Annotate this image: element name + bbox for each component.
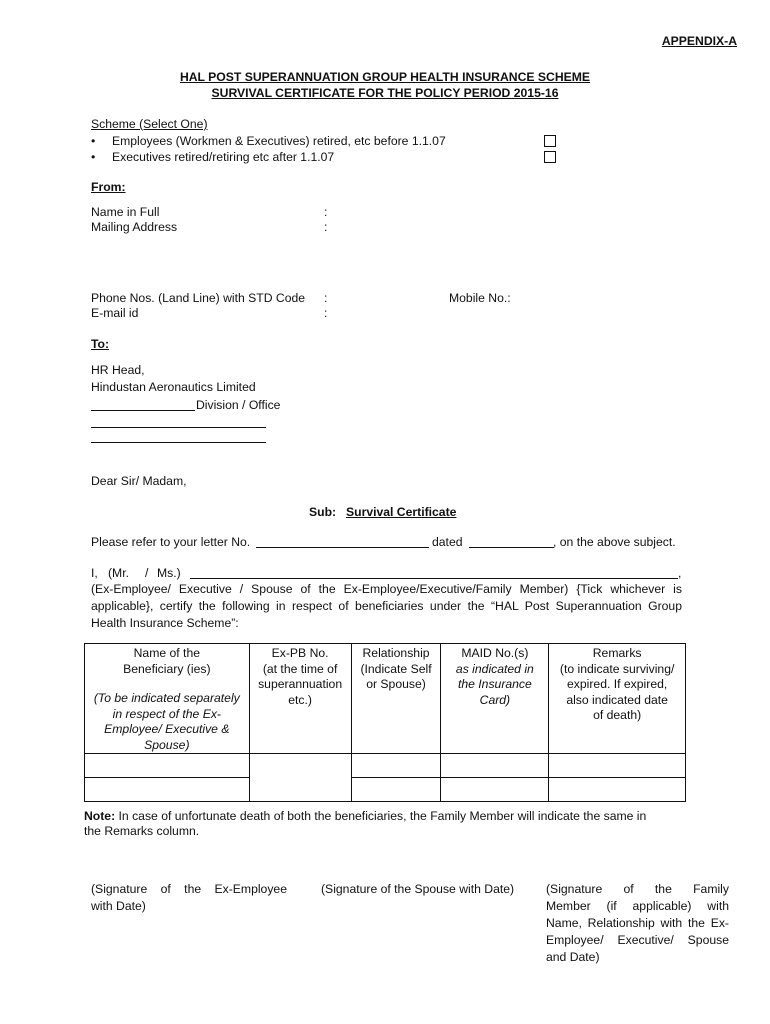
- body-line-4: Health Insurance Scheme”:: [91, 616, 239, 630]
- header-maid: [441, 644, 549, 754]
- body-line-2: (Ex-Employee/ Executive / Spouse of the Ex-Employee/Executive/Family Member) {Tick whichever is: [91, 582, 682, 596]
- appendix-label: APPENDIX-A: [661, 34, 737, 48]
- phone-colon: :: [324, 291, 328, 305]
- header-text: etc.): [288, 692, 312, 707]
- table-cell[interactable]: [549, 754, 686, 778]
- name-label: Name in Full: [91, 205, 160, 219]
- refer-suffix: , on the above subject.: [553, 535, 676, 549]
- header-text: Ex-PB No.: [271, 646, 329, 660]
- table-row: [85, 778, 686, 802]
- division-label: Division / Office: [196, 398, 281, 412]
- sig-family-line-3: Name, Relationship with the Ex-: [546, 916, 729, 930]
- table-cell[interactable]: [441, 754, 549, 778]
- date-blank[interactable]: [469, 547, 554, 548]
- header-note: Spouse): [144, 737, 190, 752]
- table-cell[interactable]: [249, 754, 351, 802]
- header-remarks: [549, 644, 686, 754]
- sig-family-line-4: Employee/ Executive/ Spouse: [546, 933, 729, 947]
- mobile-label: Mobile No.:: [449, 291, 511, 305]
- header-text: as indicated in: [455, 661, 534, 676]
- from-heading: From:: [91, 180, 126, 194]
- declarant-name-blank[interactable]: [190, 578, 678, 579]
- refer-dated: dated: [432, 535, 463, 549]
- address-colon: :: [324, 220, 328, 234]
- ms-label: Ms.): [157, 566, 181, 580]
- table-header-row: [85, 644, 686, 754]
- to-line-2: Hindustan Aeronautics Limited: [91, 380, 256, 394]
- header-note: (To be indicated separately: [93, 691, 240, 705]
- i-label: I,: [91, 566, 98, 580]
- body-line-3: applicable}, certify the following in respect of beneficiaries under the “HAL Post Superannuation Group: [91, 599, 682, 613]
- subject: Survival Certificate: [346, 505, 457, 519]
- scheme-option-2-checkbox[interactable]: [544, 151, 556, 163]
- address-label: Mailing Address: [91, 220, 178, 234]
- address-blank-1[interactable]: [91, 427, 266, 428]
- bullet-icon: •: [91, 150, 96, 164]
- table-cell[interactable]: [85, 778, 250, 802]
- header-relationship: [351, 644, 441, 754]
- header-text: Card): [479, 692, 511, 707]
- header-text: Remarks: [592, 646, 642, 660]
- scheme-option-1: Employees (Workmen & Executives) retired, etc before 1.1.07: [112, 134, 446, 148]
- sig-employee-line-1: (Signature of the Ex-Employee: [91, 882, 287, 896]
- table-row: [85, 754, 686, 778]
- header-text: the Insurance: [457, 677, 532, 691]
- header-text: or Spouse): [366, 677, 426, 691]
- header-expb: [249, 644, 351, 754]
- header-text: Beneficiary (ies): [123, 661, 211, 676]
- header-note: Employee/ Executive &: [104, 722, 230, 736]
- table-cell[interactable]: [441, 778, 549, 802]
- title-line-1: HAL POST SUPERANNUATION GROUP HEALTH INSURANCE SCHEME: [179, 70, 591, 84]
- header-text: of death): [593, 708, 642, 722]
- header-text: (to indicate surviving/: [559, 661, 675, 676]
- header-text: Relationship: [362, 646, 430, 660]
- phone-label: Phone Nos. (Land Line) with STD Code: [91, 291, 306, 305]
- scheme-option-1-checkbox[interactable]: [544, 135, 556, 147]
- table-cell[interactable]: [549, 778, 686, 802]
- to-line-1: HR Head,: [91, 363, 145, 377]
- note-label: Note:: [84, 809, 116, 823]
- sig-family-line-5: and Date): [546, 950, 600, 964]
- email-colon: :: [324, 306, 328, 320]
- header-beneficiary: [85, 644, 250, 754]
- header-text: also indicated date: [566, 692, 668, 707]
- note: [84, 809, 646, 823]
- salutation: Dear Sir/ Madam,: [91, 474, 187, 488]
- header-text: Name of the: [133, 646, 200, 660]
- header-text: MAID No.(s): [461, 646, 529, 660]
- header-text: expired. If expired,: [567, 677, 668, 691]
- name-colon: :: [324, 205, 328, 219]
- email-label: E-mail id: [91, 306, 139, 320]
- letter-no-blank[interactable]: [256, 547, 429, 548]
- bullet-icon: •: [91, 134, 96, 148]
- to-heading: To:: [91, 337, 110, 351]
- division-blank[interactable]: [91, 410, 195, 411]
- slash-label: /: [145, 566, 149, 580]
- mr-label: (Mr.: [108, 566, 129, 580]
- address-blank-2[interactable]: [91, 442, 266, 443]
- header-text: (at the time of: [262, 661, 338, 676]
- header-text: superannuation: [258, 677, 343, 691]
- note-line-2: the Remarks column.: [84, 824, 200, 838]
- table-cell[interactable]: [351, 754, 441, 778]
- table-cell[interactable]: [351, 778, 441, 802]
- sig-family-line-2: Member (if applicable) with: [546, 899, 729, 913]
- header-text: (Indicate Self: [360, 661, 432, 676]
- i-line-comma: ,: [678, 566, 682, 580]
- subject-prefix: Sub:: [309, 505, 337, 519]
- note-text: In case of unfortunate death of both the beneficiaries, the Family Member will indicate the same in: [115, 809, 647, 823]
- sig-employee-line-2: with Date): [91, 899, 146, 913]
- sig-spouse: (Signature of the Spouse with Date): [321, 882, 515, 896]
- refer-prefix: Please refer to your letter No.: [91, 535, 251, 549]
- beneficiary-table: [84, 643, 686, 802]
- sig-family-line-1: (Signature of the Family: [546, 882, 729, 896]
- header-note: in respect of the Ex-: [112, 706, 221, 721]
- table-cell[interactable]: [85, 754, 250, 778]
- title-line-2: SURVIVAL CERTIFICATE FOR THE POLICY PERIOD 2015-16: [211, 86, 559, 100]
- scheme-heading: Scheme (Select One): [91, 117, 208, 131]
- scheme-option-2: Executives retired/retiring etc after 1.1.07: [112, 150, 335, 164]
